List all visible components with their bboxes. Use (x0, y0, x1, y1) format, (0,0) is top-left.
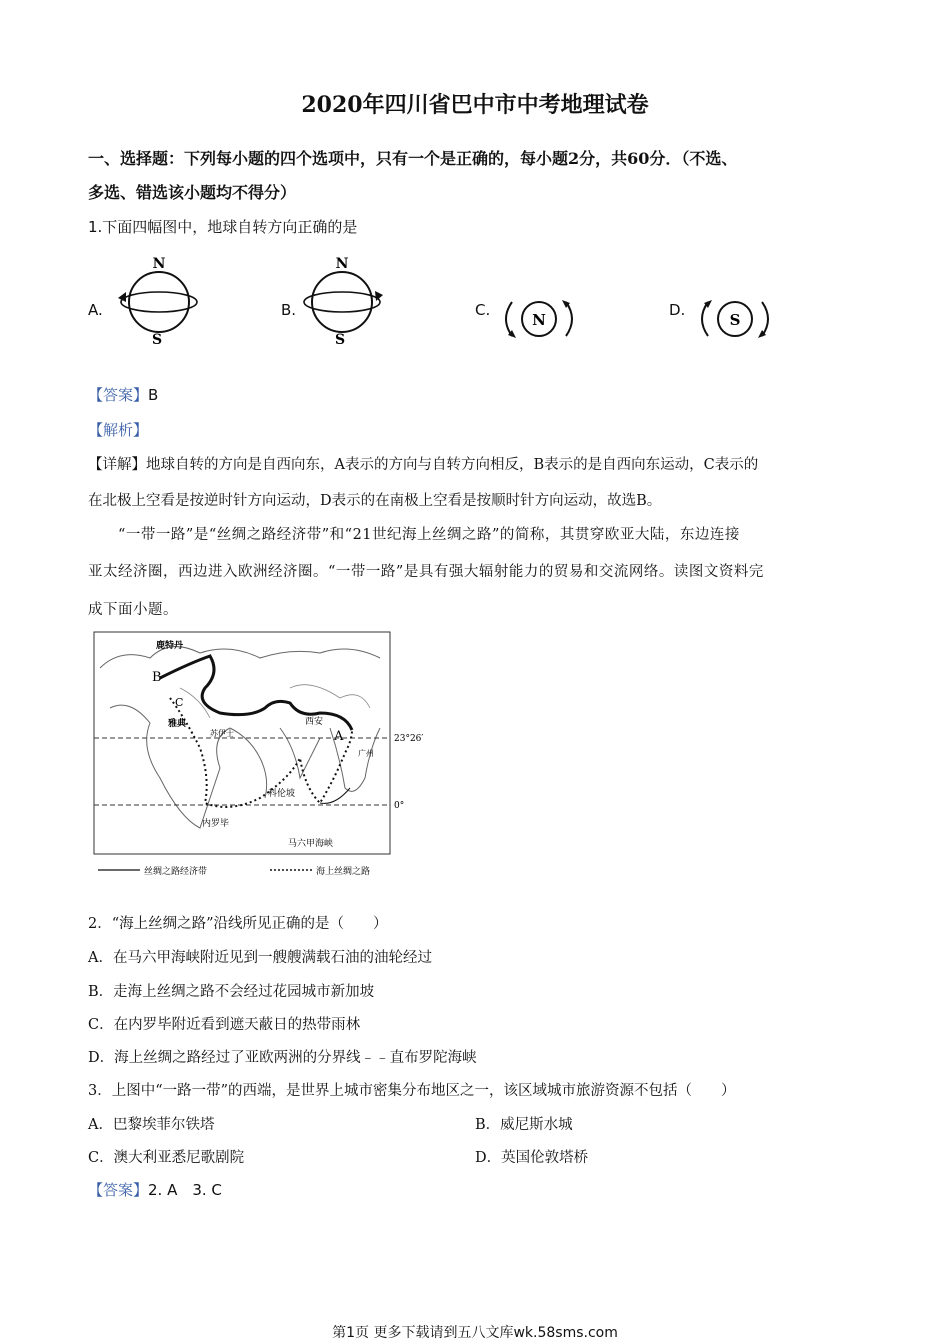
arrow-right-icon (762, 302, 768, 336)
globe-diagram-a (112, 252, 202, 347)
arrow-left-icon (506, 302, 512, 336)
answer-1 (88, 384, 158, 405)
pole-n-label: N (335, 256, 349, 272)
rotation-arrow (304, 292, 380, 312)
page-footer: 第1页 更多下载请到五八文库wk.58sms.com (332, 1325, 618, 1341)
label-guangzhou: 广州 (358, 749, 374, 758)
label-b: B (152, 670, 162, 685)
label-colombo: 科伦坡 (268, 789, 296, 799)
question-2-stem: 2．“海上丝绸之路”沿线所见正确的是（ ） (88, 916, 388, 932)
legend-land-label: 丝绸之路经济带 (144, 867, 208, 877)
option-a-label: A. (88, 301, 103, 319)
section-heading-line2: 多选、错选该小题均不得分） (88, 183, 297, 202)
label-xian: 西安 (305, 717, 324, 727)
polar-diagram-c (498, 288, 583, 348)
question-2-option-b: B．走海上丝绸之路不会经过花园城市新加坡 (88, 984, 375, 1000)
question-3-stem: 3．上图中“一路一带”的西端，是世界上城市密集分布地区之一，该区域城市旅游资源不包括（ ） (88, 1083, 736, 1099)
globe-diagram-b (296, 252, 391, 347)
passage-line-3: 成下面小题。 (88, 602, 178, 618)
pole-s-label: S (729, 311, 741, 329)
passage-line-2: 亚太经济圈，西边进入欧洲经济圈。“一带一路”是具有强大辐射能力的贸易和交流网络。读图文资料完 (88, 564, 764, 580)
question-2-option-a: A．在马六甲海峡附近见到一艘艘满载石油的油轮经过 (88, 950, 432, 966)
answer-tag: 【答案】 (88, 1181, 149, 1199)
detail-line-1 (88, 453, 758, 474)
label-rotterdam: 鹿特丹 (156, 641, 184, 651)
label-c: C (175, 696, 184, 709)
answer-value: 2. A 3. C (148, 1181, 222, 1199)
question-1-stem: 1.下面四幅图中，地球自转方向正确的是 (88, 218, 358, 236)
pole-s-label: S (334, 332, 346, 347)
label-suez: 苏伊士 (210, 729, 234, 738)
arrow-right-icon (566, 302, 572, 336)
question-2-option-d: D．海上丝绸之路经过了亚欧两洲的分界线﹣﹣直布罗陀海峡 (88, 1050, 477, 1066)
legend-sea-label: 海上丝绸之路 (316, 867, 371, 877)
question-3-option-d: D．英国伦敦塔桥 (475, 1150, 589, 1166)
question-2-option-c: C．在内罗毕附近看到遮天蔽日的热带雨林 (88, 1017, 361, 1033)
pole-s-label: S (151, 332, 163, 347)
label-malacca: 马六甲海峡 (288, 839, 334, 849)
rotation-arrow (121, 292, 197, 312)
answer-2-3 (88, 1179, 222, 1200)
label-nairobi: 内罗毕 (202, 819, 230, 829)
pole-n-label: N (152, 256, 166, 272)
section-heading-line1: 一、选择题：下列每小题的四个选项中，只有一个是正确的，每小题2分，共60分．（不选、 (88, 149, 738, 168)
answer-value: B (148, 386, 159, 404)
analysis-tag: 【解析】 (88, 421, 149, 439)
page-title: 2020年四川省巴中市中考地理试卷 (301, 92, 649, 118)
polar-diagram-d (694, 288, 779, 348)
answer-tag: 【答案】 (88, 386, 149, 404)
globe-outline (312, 272, 372, 332)
label-a: A (334, 729, 344, 744)
arrow-left-icon (702, 302, 708, 336)
map-frame (94, 632, 390, 854)
belt-road-map (90, 628, 430, 884)
question-3-option-c: C．澳大利亚悉尼歌剧院 (88, 1150, 245, 1166)
label-equator: 0° (394, 801, 405, 811)
question-3-option-a: A．巴黎埃菲尔铁塔 (88, 1117, 215, 1133)
label-tropic: 23°26′ (394, 734, 424, 744)
detail-tag: 【详解】 (88, 457, 146, 473)
passage-line-1: “一带一路”是“丝绸之路经济带”和“21世纪海上丝绸之路”的简称，其贯穿欧亚大陆，东边连接 (118, 527, 740, 543)
question-3-option-b: B．威尼斯水城 (475, 1117, 573, 1133)
option-c-label: C. (475, 301, 491, 319)
option-d-label: D. (669, 301, 686, 319)
pole-n-label: N (532, 311, 546, 329)
detail-line-2: 在北极上空看是按逆时针方向运动，D表示的在南极上空看是按顺时针方向运动，故选B。 (88, 493, 662, 509)
option-b-label: B. (281, 301, 297, 319)
detail-text: 地球自转的方向是自西向东，A表示的方向与自转方向相反，B表示的是自西向东运动，C表示的 (146, 457, 759, 473)
globe-outline (129, 272, 189, 332)
label-athens: 雅典 (168, 719, 187, 729)
